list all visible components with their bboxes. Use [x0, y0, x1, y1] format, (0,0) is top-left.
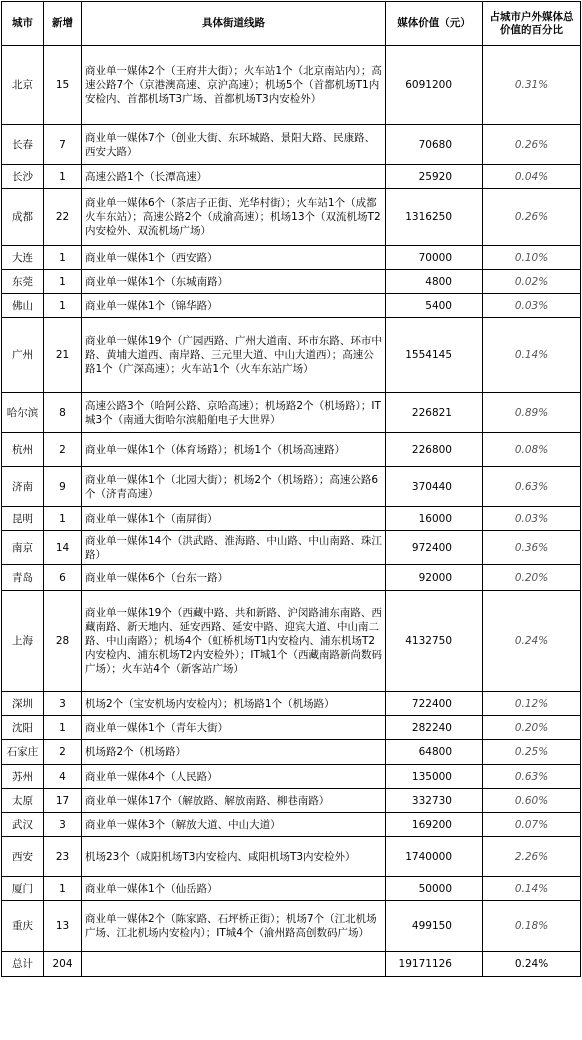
- route-cell: 商业单一媒体7个（创业大街、东环城路、景阳大路、民康路、西安大路）: [82, 125, 386, 165]
- table-row: [2, 531, 581, 565]
- route-cell: 商业单一媒体1个（北园大街）；机场2个（机场路）；高速公路6个（济青高速）: [82, 467, 386, 507]
- route-cell: 商业单一媒体1个（青年大街）: [82, 716, 386, 740]
- added-cell: 17: [44, 789, 82, 813]
- added-cell: 28: [44, 591, 82, 692]
- table-row: [2, 692, 581, 716]
- city-cell: 武汉: [2, 813, 44, 837]
- total-row: [2, 952, 581, 977]
- table-row: [2, 591, 581, 692]
- value-cell: 1740000: [386, 837, 483, 877]
- value-cell: 972400: [386, 531, 483, 565]
- table-row: [2, 393, 581, 433]
- added-cell: 15: [44, 46, 82, 125]
- table-row: [2, 837, 581, 877]
- added-cell: 3: [44, 813, 82, 837]
- city-cell: 厦门: [2, 877, 44, 901]
- table-row: [2, 125, 581, 165]
- total-pct-cell: 0.24%: [483, 952, 581, 977]
- added-cell: 9: [44, 467, 82, 507]
- table-row: [2, 565, 581, 591]
- value-cell: 135000: [386, 765, 483, 789]
- pct-cell: 2.26%: [483, 837, 581, 877]
- pct-cell: 0.24%: [483, 591, 581, 692]
- table-row: [2, 765, 581, 789]
- city-cell: 青岛: [2, 565, 44, 591]
- value-cell: 499150: [386, 901, 483, 952]
- added-cell: 22: [44, 189, 82, 246]
- added-cell: 13: [44, 901, 82, 952]
- table-body: [2, 46, 581, 977]
- pct-cell: 0.25%: [483, 740, 581, 765]
- route-cell: 商业单一媒体2个（王府井大街）；火车站1个（北京南站内）；高速公路7个（京港澳高速、京沪高速）；机场5个（首都机场T1内安检内、首都机场T3广场、首都机场T3内安检外）: [82, 46, 386, 125]
- city-media-table-wrapper: [1, 1, 581, 977]
- table-row: [2, 294, 581, 318]
- pct-cell: 0.14%: [483, 877, 581, 901]
- city-cell: 济南: [2, 467, 44, 507]
- pct-cell: 0.07%: [483, 813, 581, 837]
- value-cell: 92000: [386, 565, 483, 591]
- pct-cell: 0.36%: [483, 531, 581, 565]
- added-cell: 23: [44, 837, 82, 877]
- route-cell: 商业单一媒体1个（仙岳路）: [82, 877, 386, 901]
- city-cell: 沈阳: [2, 716, 44, 740]
- value-cell: 70680: [386, 125, 483, 165]
- header-added: 新增: [44, 2, 82, 46]
- table-row: [2, 813, 581, 837]
- route-cell: 商业单一媒体4个（人民路）: [82, 765, 386, 789]
- pct-cell: 0.12%: [483, 692, 581, 716]
- route-cell: 商业单一媒体6个（茶店子正街、光华村街）；火车站1个（成都火车东站）；高速公路2个（成渝高速）；机场13个（双流机场T2内安检外、双流机场广场）: [82, 189, 386, 246]
- route-cell: 商业单一媒体19个（西藏中路、共和新路、沪闵路浦东南路、西藏南路、新天地内、延安西路、延安中路、迎宾大道、中山南二路、中山南路）；机场4个（虹桥机场T1内安检内、浦东机场T2内安检内、浦东机场T2内安检外）；IT城1个（西藏南路新尚数码广场）；火车站4个（新客站广场）: [82, 591, 386, 692]
- value-cell: 16000: [386, 507, 483, 531]
- pct-cell: 0.20%: [483, 565, 581, 591]
- pct-cell: 0.04%: [483, 165, 581, 189]
- table-row: [2, 507, 581, 531]
- header-value: 媒体价值（元）: [386, 2, 483, 46]
- added-cell: 6: [44, 565, 82, 591]
- added-cell: 1: [44, 877, 82, 901]
- table-row: [2, 270, 581, 294]
- added-cell: 14: [44, 531, 82, 565]
- value-cell: 226800: [386, 433, 483, 467]
- city-cell: 成都: [2, 189, 44, 246]
- header-pct: 占城市户外媒体总价值的百分比: [483, 2, 581, 46]
- total-added-cell: 204: [44, 952, 82, 977]
- value-cell: 722400: [386, 692, 483, 716]
- value-cell: 1554145: [386, 318, 483, 393]
- route-cell: 商业单一媒体6个（台东一路）: [82, 565, 386, 591]
- route-cell: 机场23个（咸阳机场T3内安检内、咸阳机场T3内安检外）: [82, 837, 386, 877]
- added-cell: 7: [44, 125, 82, 165]
- city-cell: 上海: [2, 591, 44, 692]
- route-cell: 商业单一媒体14个（洪武路、淮海路、中山路、中山南路、珠江路）: [82, 531, 386, 565]
- city-cell: 深圳: [2, 692, 44, 716]
- route-cell: 商业单一媒体1个（西安路）: [82, 246, 386, 270]
- table-row: [2, 246, 581, 270]
- table-row: [2, 189, 581, 246]
- city-cell: 杭州: [2, 433, 44, 467]
- table-row: [2, 877, 581, 901]
- added-cell: 1: [44, 270, 82, 294]
- table-row: [2, 901, 581, 952]
- total-label-cell: 总计: [2, 952, 44, 977]
- value-cell: 4132750: [386, 591, 483, 692]
- added-cell: 3: [44, 692, 82, 716]
- value-cell: 169200: [386, 813, 483, 837]
- pct-cell: 0.10%: [483, 246, 581, 270]
- table-row: [2, 740, 581, 765]
- route-cell: 商业单一媒体19个（广园西路、广州大道南、环市东路、环市中路、黄埔大道西、南岸路、三元里大道、中山大道西）；高速公路1个（广深高速）；火车站1个（火车东站广场）: [82, 318, 386, 393]
- value-cell: 70000: [386, 246, 483, 270]
- city-cell: 长沙: [2, 165, 44, 189]
- table-row: [2, 789, 581, 813]
- added-cell: 1: [44, 165, 82, 189]
- added-cell: 2: [44, 740, 82, 765]
- added-cell: 2: [44, 433, 82, 467]
- total-route-cell: [82, 952, 386, 977]
- value-cell: 332730: [386, 789, 483, 813]
- route-cell: 商业单一媒体1个（南屏街）: [82, 507, 386, 531]
- city-cell: 佛山: [2, 294, 44, 318]
- pct-cell: 0.26%: [483, 125, 581, 165]
- value-cell: 4800: [386, 270, 483, 294]
- city-cell: 北京: [2, 46, 44, 125]
- city-cell: 大连: [2, 246, 44, 270]
- pct-cell: 0.18%: [483, 901, 581, 952]
- city-cell: 石家庄: [2, 740, 44, 765]
- added-cell: 21: [44, 318, 82, 393]
- pct-cell: 0.03%: [483, 294, 581, 318]
- route-cell: 商业单一媒体2个（陈家路、石坪桥正街）；机场7个（江北机场广场、江北机场内安检内）；IT城4个（渝州路高创数码广场）: [82, 901, 386, 952]
- route-cell: 商业单一媒体1个（体育场路）；机场1个（机场高速路）: [82, 433, 386, 467]
- city-cell: 太原: [2, 789, 44, 813]
- header-route: 具体街道线路: [82, 2, 386, 46]
- pct-cell: 0.89%: [483, 393, 581, 433]
- city-cell: 昆明: [2, 507, 44, 531]
- city-cell: 重庆: [2, 901, 44, 952]
- pct-cell: 0.26%: [483, 189, 581, 246]
- city-cell: 西安: [2, 837, 44, 877]
- route-cell: 高速公路1个（长潭高速）: [82, 165, 386, 189]
- added-cell: 1: [44, 716, 82, 740]
- route-cell: 高速公路3个（哈阿公路、京哈高速）；机场路2个（机场路）；IT城3个（南通大街哈尔滨船舶电子大世界）: [82, 393, 386, 433]
- city-cell: 长春: [2, 125, 44, 165]
- pct-cell: 0.02%: [483, 270, 581, 294]
- table-header-row: [2, 2, 581, 46]
- added-cell: 1: [44, 246, 82, 270]
- header-city: 城市: [2, 2, 44, 46]
- table-row: [2, 433, 581, 467]
- city-cell: 广州: [2, 318, 44, 393]
- pct-cell: 0.31%: [483, 46, 581, 125]
- pct-cell: 0.08%: [483, 433, 581, 467]
- city-cell: 东莞: [2, 270, 44, 294]
- value-cell: 5400: [386, 294, 483, 318]
- pct-cell: 0.63%: [483, 765, 581, 789]
- value-cell: 64800: [386, 740, 483, 765]
- route-cell: 商业单一媒体1个（锦华路）: [82, 294, 386, 318]
- pct-cell: 0.20%: [483, 716, 581, 740]
- city-media-table: [1, 1, 581, 977]
- value-cell: 226821: [386, 393, 483, 433]
- pct-cell: 0.03%: [483, 507, 581, 531]
- value-cell: 370440: [386, 467, 483, 507]
- added-cell: 4: [44, 765, 82, 789]
- route-cell: 商业单一媒体1个（东城南路）: [82, 270, 386, 294]
- pct-cell: 0.60%: [483, 789, 581, 813]
- route-cell: 商业单一媒体17个（解放路、解放南路、柳巷南路）: [82, 789, 386, 813]
- table-row: [2, 716, 581, 740]
- added-cell: 1: [44, 507, 82, 531]
- pct-cell: 0.14%: [483, 318, 581, 393]
- route-cell: 机场2个（宝安机场内安检内）；机场路1个（机场路）: [82, 692, 386, 716]
- value-cell: 282240: [386, 716, 483, 740]
- value-cell: 6091200: [386, 46, 483, 125]
- value-cell: 25920: [386, 165, 483, 189]
- total-value-cell: 19171126: [386, 952, 483, 977]
- city-cell: 苏州: [2, 765, 44, 789]
- added-cell: 1: [44, 294, 82, 318]
- value-cell: 1316250: [386, 189, 483, 246]
- table-row: [2, 165, 581, 189]
- pct-cell: 0.63%: [483, 467, 581, 507]
- city-cell: 南京: [2, 531, 44, 565]
- table-row: [2, 46, 581, 125]
- table-row: [2, 467, 581, 507]
- table-row: [2, 318, 581, 393]
- route-cell: 商业单一媒体3个（解放大道、中山大道）: [82, 813, 386, 837]
- city-cell: 哈尔滨: [2, 393, 44, 433]
- route-cell: 机场路2个（机场路）: [82, 740, 386, 765]
- added-cell: 8: [44, 393, 82, 433]
- value-cell: 50000: [386, 877, 483, 901]
